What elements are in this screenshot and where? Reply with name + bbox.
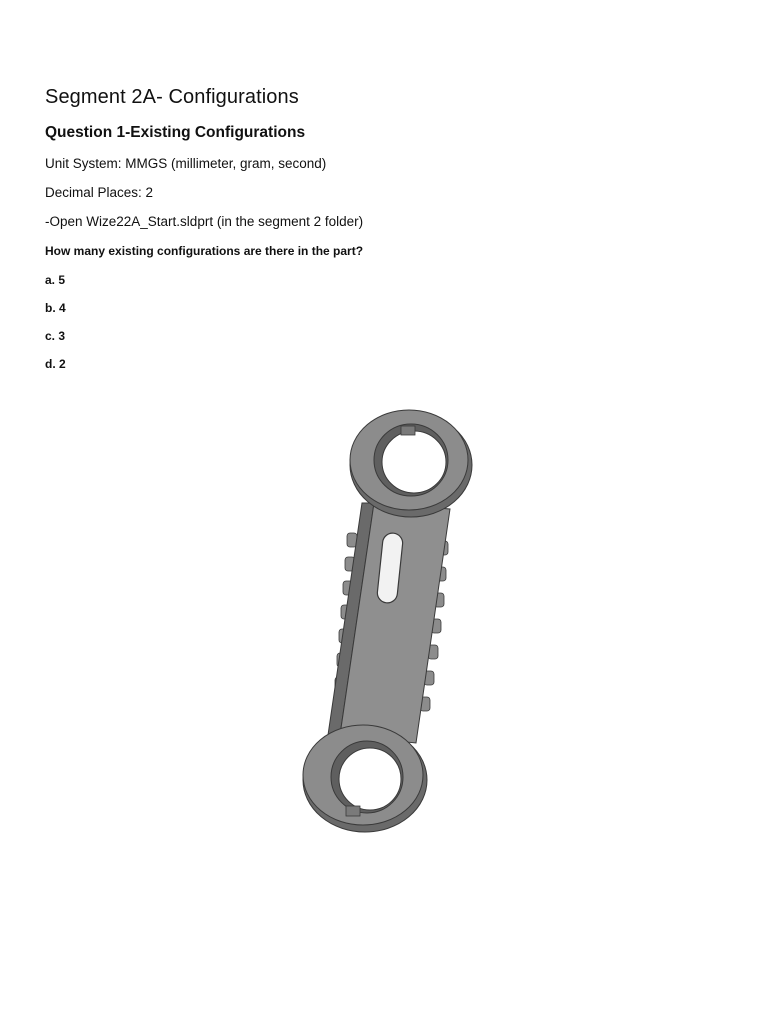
option-b: b. 4	[45, 301, 66, 315]
instruction-text: -Open Wize22A_Start.sldprt (in the segment 2 folder)	[45, 214, 364, 229]
option-a: a. 5	[45, 273, 66, 287]
question-heading: Question 1-Existing Configurations	[45, 124, 306, 141]
unit-system-text: Unit System: MMGS (millimeter, gram, second)	[45, 156, 327, 171]
decimal-places-text: Decimal Places: 2	[45, 185, 154, 200]
page-title: Segment 2A- Configurations	[45, 86, 299, 108]
option-c: c. 3	[45, 329, 66, 343]
answer-options	[45, 272, 66, 384]
connecting-rod-figure	[290, 405, 490, 845]
question-prompt: How many existing configurations are there in the part?	[45, 244, 364, 258]
option-d: d. 2	[45, 357, 66, 371]
top-boss	[350, 410, 472, 517]
